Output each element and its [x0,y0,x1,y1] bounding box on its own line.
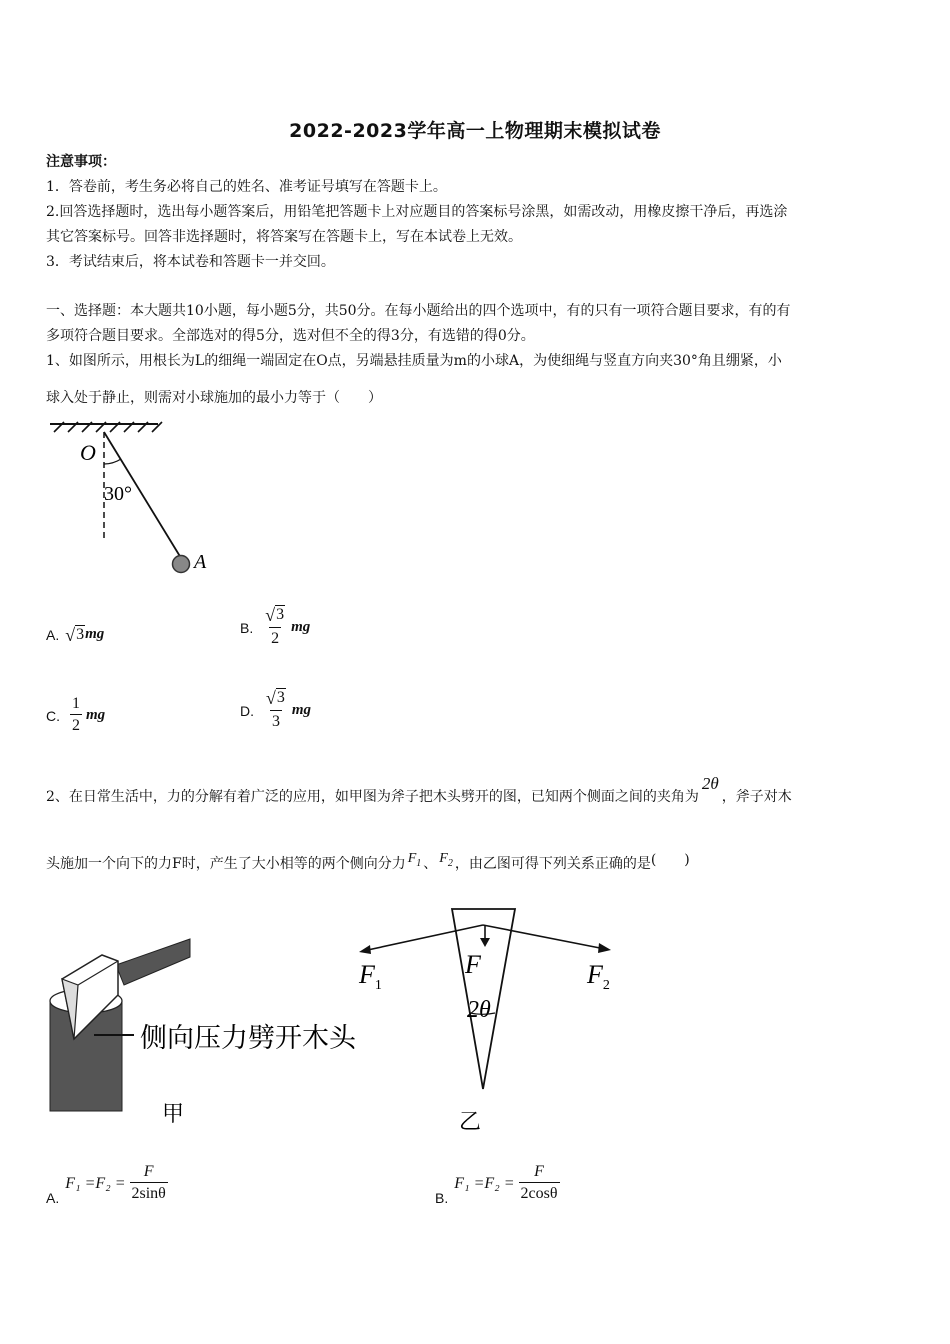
notice-item-2: 2.回答选择题时，选出每小题答案后，用铅笔把答题卡上对应题目的答案标号涂黑，如需改动，用橡皮擦干净后，再选涂 [46,204,788,220]
q2-option-b[interactable]: B. F₁ =F₂ = $\frac{F}{2\cos\theta}$ [435,1163,558,1206]
q2-stem-1: 2、在日常生活中，力的分解有着广泛的应用，如甲图为斧子把木头劈开的图，已知两个侧面之间的夹角为2θ，斧子对木 [46,774,792,805]
fraction: √ 3 2 [263,605,287,650]
axe-caption: 侧向压力劈开木头 [140,1023,356,1054]
fraction: $\frac{F}{2\sin\theta}$ [130,1162,168,1205]
force-f1-label: $F_1$ [359,960,382,993]
q1-option-c[interactable]: C. $\frac{1}{2}$ mg [46,694,105,737]
fraction: √ 3 3 [264,688,288,733]
q2-option-a[interactable]: A. F₁ =F₂ = $\frac{F}{2\sin\theta}$ [46,1163,166,1206]
fraction: $\frac{1}{2}$ [70,694,82,737]
force-f2-label: $F_2$ [587,960,610,993]
q1-stem-2: 球入处于静止，则需对小球施加的最小力等于（ ） [46,390,382,406]
sqrt-expression: √ 3 [65,625,85,645]
fraction: $\frac{F}{2\cos\theta}$ [519,1162,560,1205]
figure-jia-label: 甲 [162,1102,185,1127]
pendulum-figure [46,418,226,580]
section-intro-2: 多项符合题目要求。全部选对的得5分，选对但不全的得3分，有选错的得0分。 [46,328,535,344]
wedge-angle-label: 2θ [467,997,491,1023]
notice-item-2-cont: 其它答案标号。回答非选择题时，将答案写在答题卡上，写在本试卷上无效。 [46,229,522,245]
figure-yi-label: 乙 [459,1110,482,1135]
notice-item-3: 3．考试结束后，将本试卷和答题卡一并交回。 [46,254,335,270]
q1-stem-1: 1、如图所示，用根长为L的细绳一端固定在O点，另端悬挂质量为m的小球A，为使细绳与竖直方向夹30°角且绷紧，小 [46,353,782,369]
q1-option-a[interactable]: A. √ 3 mg [46,625,105,645]
q1-option-d[interactable]: D. √ 3 3 mg [240,688,311,733]
force-f-label: F [465,950,481,979]
page-title: 2022-2023学年高一上物理期末模拟试卷 [289,120,661,142]
angle-label: 30° [104,483,132,505]
point-o-label: O [80,440,96,465]
section-intro-1: 一、选择题：本大题共10小题，每小题5分，共50分。在每小题给出的四个选项中，有的只有一项符合题目要求，有的有 [46,303,791,319]
ball-label: A [194,551,207,573]
notice-heading: 注意事项： [46,154,116,170]
axe-figure [46,935,376,1130]
force-diagram [355,905,625,1135]
q2-stem-2: 头施加一个向下的力F时，产生了大小相等的两个侧向分力 $F_1$ 、 $F_2$ ，由乙图可得下列关系正确的是( ) [46,851,690,872]
q1-option-b[interactable]: B. √ 3 2 mg [240,605,310,650]
notice-item-1: 1．答卷前，考生务必将自己的姓名、准考证号填写在答题卡上。 [46,179,447,195]
